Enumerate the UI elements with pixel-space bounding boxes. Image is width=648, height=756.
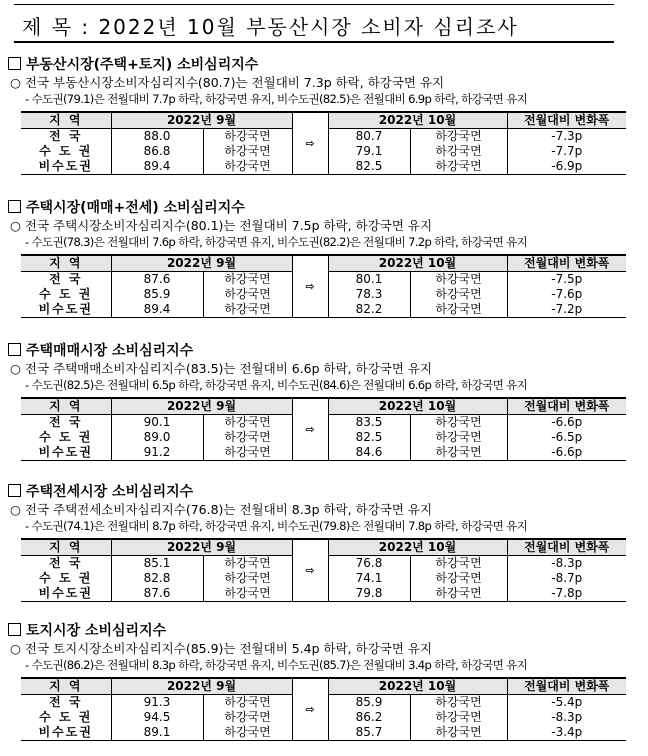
table-header-row <box>21 539 626 556</box>
section-heading <box>8 622 638 640</box>
table-header-row <box>21 112 626 129</box>
header-prev-month: 2022년 9월 <box>111 112 292 129</box>
detail-line: - 수도권(79.1)은 전월대비 7.7p 하락, 하강국면 유지, 비수도권(82.5)은 전월대비 6.9p 하락, 하강국면 유지 <box>25 92 528 106</box>
change-cell: -7.3p <box>507 129 626 145</box>
region-cell: 비수도권 <box>21 725 111 741</box>
curr-value-cell: 80.7 <box>328 129 410 145</box>
prev-value-cell: 86.8 <box>111 144 203 159</box>
prev-phase-cell: 하강국면 <box>203 695 292 711</box>
region-cell: 전 국 <box>49 556 83 570</box>
header-change: 전월대비 변화폭 <box>507 398 626 415</box>
curr-value-cell: 82.5 <box>328 430 410 445</box>
arrow-right-icon: ⇨ <box>292 255 328 318</box>
header-curr-month: 2022년 10월 <box>328 112 507 129</box>
change-cell: -7.6p <box>507 287 626 302</box>
arrow-right-icon: ⇨ <box>292 539 328 602</box>
curr-phase-cell: 하강국면 <box>410 159 507 175</box>
header-region: 지 역 <box>21 255 111 272</box>
summary-line: ○ 전국 주택전세소비자심리지수(76.8)는 전월대비 8.3p 하락, 하강국면 유지 <box>10 502 433 517</box>
header-region: 지 역 <box>21 539 111 556</box>
curr-value-cell: 74.1 <box>328 571 410 586</box>
change-cell: -8.7p <box>507 571 626 586</box>
prev-phase-cell: 하강국면 <box>203 415 292 431</box>
header-change: 전월대비 변화폭 <box>507 255 626 272</box>
prev-phase-cell: 하강국면 <box>203 445 292 461</box>
curr-value-cell: 85.7 <box>328 725 410 741</box>
curr-value-cell: 85.9 <box>328 695 410 711</box>
detail-line: - 수도권(74.1)은 전월대비 8.7p 하락, 하강국면 유지, 비수도권(79.8)은 전월대비 7.8p 하락, 하강국면 유지 <box>25 519 528 533</box>
section-heading-text: 부동산시장(주택+토지) 소비심리지수 <box>26 57 259 73</box>
survey-section <box>8 622 638 739</box>
region-cell: 수 도 권 <box>39 287 93 301</box>
header-change: 전월대비 변화폭 <box>507 539 626 556</box>
prev-phase-cell: 하강국면 <box>203 430 292 445</box>
change-cell: -6.5p <box>507 430 626 445</box>
survey-section <box>8 483 638 600</box>
region-cell: 수 도 권 <box>39 430 93 444</box>
prev-value-cell: 85.9 <box>111 287 203 302</box>
header-curr-month: 2022년 10월 <box>328 539 507 556</box>
section-heading-text: 주택전세시장 소비심리지수 <box>26 484 194 500</box>
index-table <box>21 677 626 741</box>
header-prev-month: 2022년 9월 <box>111 539 292 556</box>
header-region: 지 역 <box>21 112 111 129</box>
arrow-right-icon: ⇨ <box>292 678 328 741</box>
curr-phase-cell: 하강국면 <box>410 144 507 159</box>
table-header-row <box>21 398 626 415</box>
curr-phase-cell: 하강국면 <box>410 695 507 711</box>
curr-phase-cell: 하강국면 <box>410 556 507 572</box>
change-cell: -3.4p <box>507 725 626 741</box>
prev-value-cell: 91.3 <box>111 695 203 711</box>
index-table <box>21 538 626 602</box>
curr-phase-cell: 하강국면 <box>410 302 507 318</box>
summary-line: ○ 전국 토지시장소비자심리지수(85.9)는 전월대비 5.4p 하락, 하강국면 유지 <box>10 641 433 656</box>
arrow-right-icon: ⇨ <box>292 112 328 175</box>
prev-phase-cell: 하강국면 <box>203 710 292 725</box>
checkbox-square-icon <box>8 200 21 213</box>
change-cell: -6.6p <box>507 445 626 461</box>
change-cell: -7.7p <box>507 144 626 159</box>
prev-phase-cell: 하강국면 <box>203 159 292 175</box>
curr-value-cell: 83.5 <box>328 415 410 431</box>
prev-phase-cell: 하강국면 <box>203 571 292 586</box>
region-cell: 비수도권 <box>21 586 111 602</box>
curr-phase-cell: 하강국면 <box>410 129 507 145</box>
curr-phase-cell: 하강국면 <box>410 571 507 586</box>
curr-phase-cell: 하강국면 <box>410 710 507 725</box>
section-heading <box>8 483 638 501</box>
document-title-bar <box>14 4 614 43</box>
header-region: 지 역 <box>21 398 111 415</box>
prev-phase-cell: 하강국면 <box>203 725 292 741</box>
prev-value-cell: 85.1 <box>111 556 203 572</box>
checkbox-square-icon <box>8 343 21 356</box>
prev-value-cell: 87.6 <box>111 586 203 602</box>
header-change: 전월대비 변화폭 <box>507 112 626 129</box>
index-table <box>21 397 626 461</box>
region-cell: 전 국 <box>49 129 83 143</box>
section-heading-text: 주택시장(매매+전세) 소비심리지수 <box>26 200 245 216</box>
prev-phase-cell: 하강국면 <box>203 144 292 159</box>
survey-section <box>8 56 638 173</box>
region-cell: 수 도 권 <box>39 571 93 585</box>
curr-value-cell: 86.2 <box>328 710 410 725</box>
curr-value-cell: 79.8 <box>328 586 410 602</box>
checkbox-square-icon <box>8 57 21 70</box>
index-table <box>21 254 626 318</box>
prev-value-cell: 89.4 <box>111 159 203 175</box>
detail-line: - 수도권(82.5)은 전월대비 6.5p 하락, 하강국면 유지, 비수도권(84.6)은 전월대비 6.6p 하락, 하강국면 유지 <box>25 378 528 392</box>
change-cell: -5.4p <box>507 695 626 711</box>
change-cell: -7.8p <box>507 586 626 602</box>
header-change: 전월대비 변화폭 <box>507 678 626 695</box>
prev-value-cell: 87.6 <box>111 272 203 288</box>
curr-phase-cell: 하강국면 <box>410 586 507 602</box>
region-cell: 비수도권 <box>21 445 111 461</box>
checkbox-square-icon <box>8 623 21 636</box>
region-cell: 전 국 <box>49 695 83 709</box>
prev-value-cell: 88.0 <box>111 129 203 145</box>
region-cell: 수 도 권 <box>39 710 93 724</box>
curr-value-cell: 78.3 <box>328 287 410 302</box>
header-prev-month: 2022년 9월 <box>111 255 292 272</box>
curr-phase-cell: 하강국면 <box>410 430 507 445</box>
change-cell: -7.2p <box>507 302 626 318</box>
prev-value-cell: 89.1 <box>111 725 203 741</box>
summary-line: ○ 전국 부동산시장소비자심리지수(80.7)는 전월대비 7.3p 하락, 하강국면 유지 <box>10 75 445 90</box>
curr-value-cell: 79.1 <box>328 144 410 159</box>
curr-phase-cell: 하강국면 <box>410 287 507 302</box>
arrow-right-icon: ⇨ <box>292 398 328 461</box>
prev-phase-cell: 하강국면 <box>203 272 292 288</box>
prev-phase-cell: 하강국면 <box>203 302 292 318</box>
curr-value-cell: 76.8 <box>328 556 410 572</box>
prev-phase-cell: 하강국면 <box>203 129 292 145</box>
document-title: 제 목 : 2022년 10월 부동산시장 소비자 심리조사 <box>22 15 519 39</box>
header-curr-month: 2022년 10월 <box>328 398 507 415</box>
prev-value-cell: 91.2 <box>111 445 203 461</box>
prev-value-cell: 90.1 <box>111 415 203 431</box>
prev-value-cell: 82.8 <box>111 571 203 586</box>
table-header-row <box>21 678 626 695</box>
curr-value-cell: 84.6 <box>328 445 410 461</box>
region-cell: 전 국 <box>49 272 83 286</box>
region-cell: 수 도 권 <box>39 144 93 158</box>
survey-section <box>8 342 638 459</box>
checkbox-square-icon <box>8 484 21 497</box>
curr-value-cell: 82.2 <box>328 302 410 318</box>
prev-value-cell: 89.4 <box>111 302 203 318</box>
section-heading-text: 토지시장 소비심리지수 <box>26 623 167 639</box>
change-cell: -8.3p <box>507 556 626 572</box>
curr-phase-cell: 하강국면 <box>410 272 507 288</box>
table-header-row <box>21 255 626 272</box>
header-region: 지 역 <box>21 678 111 695</box>
detail-line: - 수도권(78.3)은 전월대비 7.6p 하락, 하강국면 유지, 비수도권(82.2)은 전월대비 7.2p 하락, 하강국면 유지 <box>25 235 528 249</box>
prev-phase-cell: 하강국면 <box>203 287 292 302</box>
prev-value-cell: 94.5 <box>111 710 203 725</box>
region-cell: 비수도권 <box>21 159 111 175</box>
curr-value-cell: 82.5 <box>328 159 410 175</box>
region-cell: 전 국 <box>49 415 83 429</box>
change-cell: -6.6p <box>507 415 626 431</box>
change-cell: -8.3p <box>507 710 626 725</box>
summary-line: ○ 전국 주택매매소비자심리지수(83.5)는 전월대비 6.6p 하락, 하강국면 유지 <box>10 361 433 376</box>
prev-phase-cell: 하강국면 <box>203 556 292 572</box>
header-prev-month: 2022년 9월 <box>111 398 292 415</box>
change-cell: -7.5p <box>507 272 626 288</box>
section-heading-text: 주택매매시장 소비심리지수 <box>26 343 194 359</box>
index-table <box>21 111 626 175</box>
header-prev-month: 2022년 9월 <box>111 678 292 695</box>
prev-phase-cell: 하강국면 <box>203 586 292 602</box>
section-heading <box>8 56 638 74</box>
curr-phase-cell: 하강국면 <box>410 415 507 431</box>
curr-value-cell: 80.1 <box>328 272 410 288</box>
header-curr-month: 2022년 10월 <box>328 255 507 272</box>
header-curr-month: 2022년 10월 <box>328 678 507 695</box>
summary-line: ○ 전국 주택시장소비자심리지수(80.1)는 전월대비 7.5p 하락, 하강국면 유지 <box>10 218 433 233</box>
curr-phase-cell: 하강국면 <box>410 725 507 741</box>
survey-section <box>8 199 638 316</box>
region-cell: 비수도권 <box>21 302 111 318</box>
section-heading <box>8 199 638 217</box>
change-cell: -6.9p <box>507 159 626 175</box>
curr-phase-cell: 하강국면 <box>410 445 507 461</box>
prev-value-cell: 89.0 <box>111 430 203 445</box>
section-heading <box>8 342 638 360</box>
detail-line: - 수도권(86.2)은 전월대비 8.3p 하락, 하강국면 유지, 비수도권(85.7)은 전월대비 3.4p 하락, 하강국면 유지 <box>25 658 528 672</box>
